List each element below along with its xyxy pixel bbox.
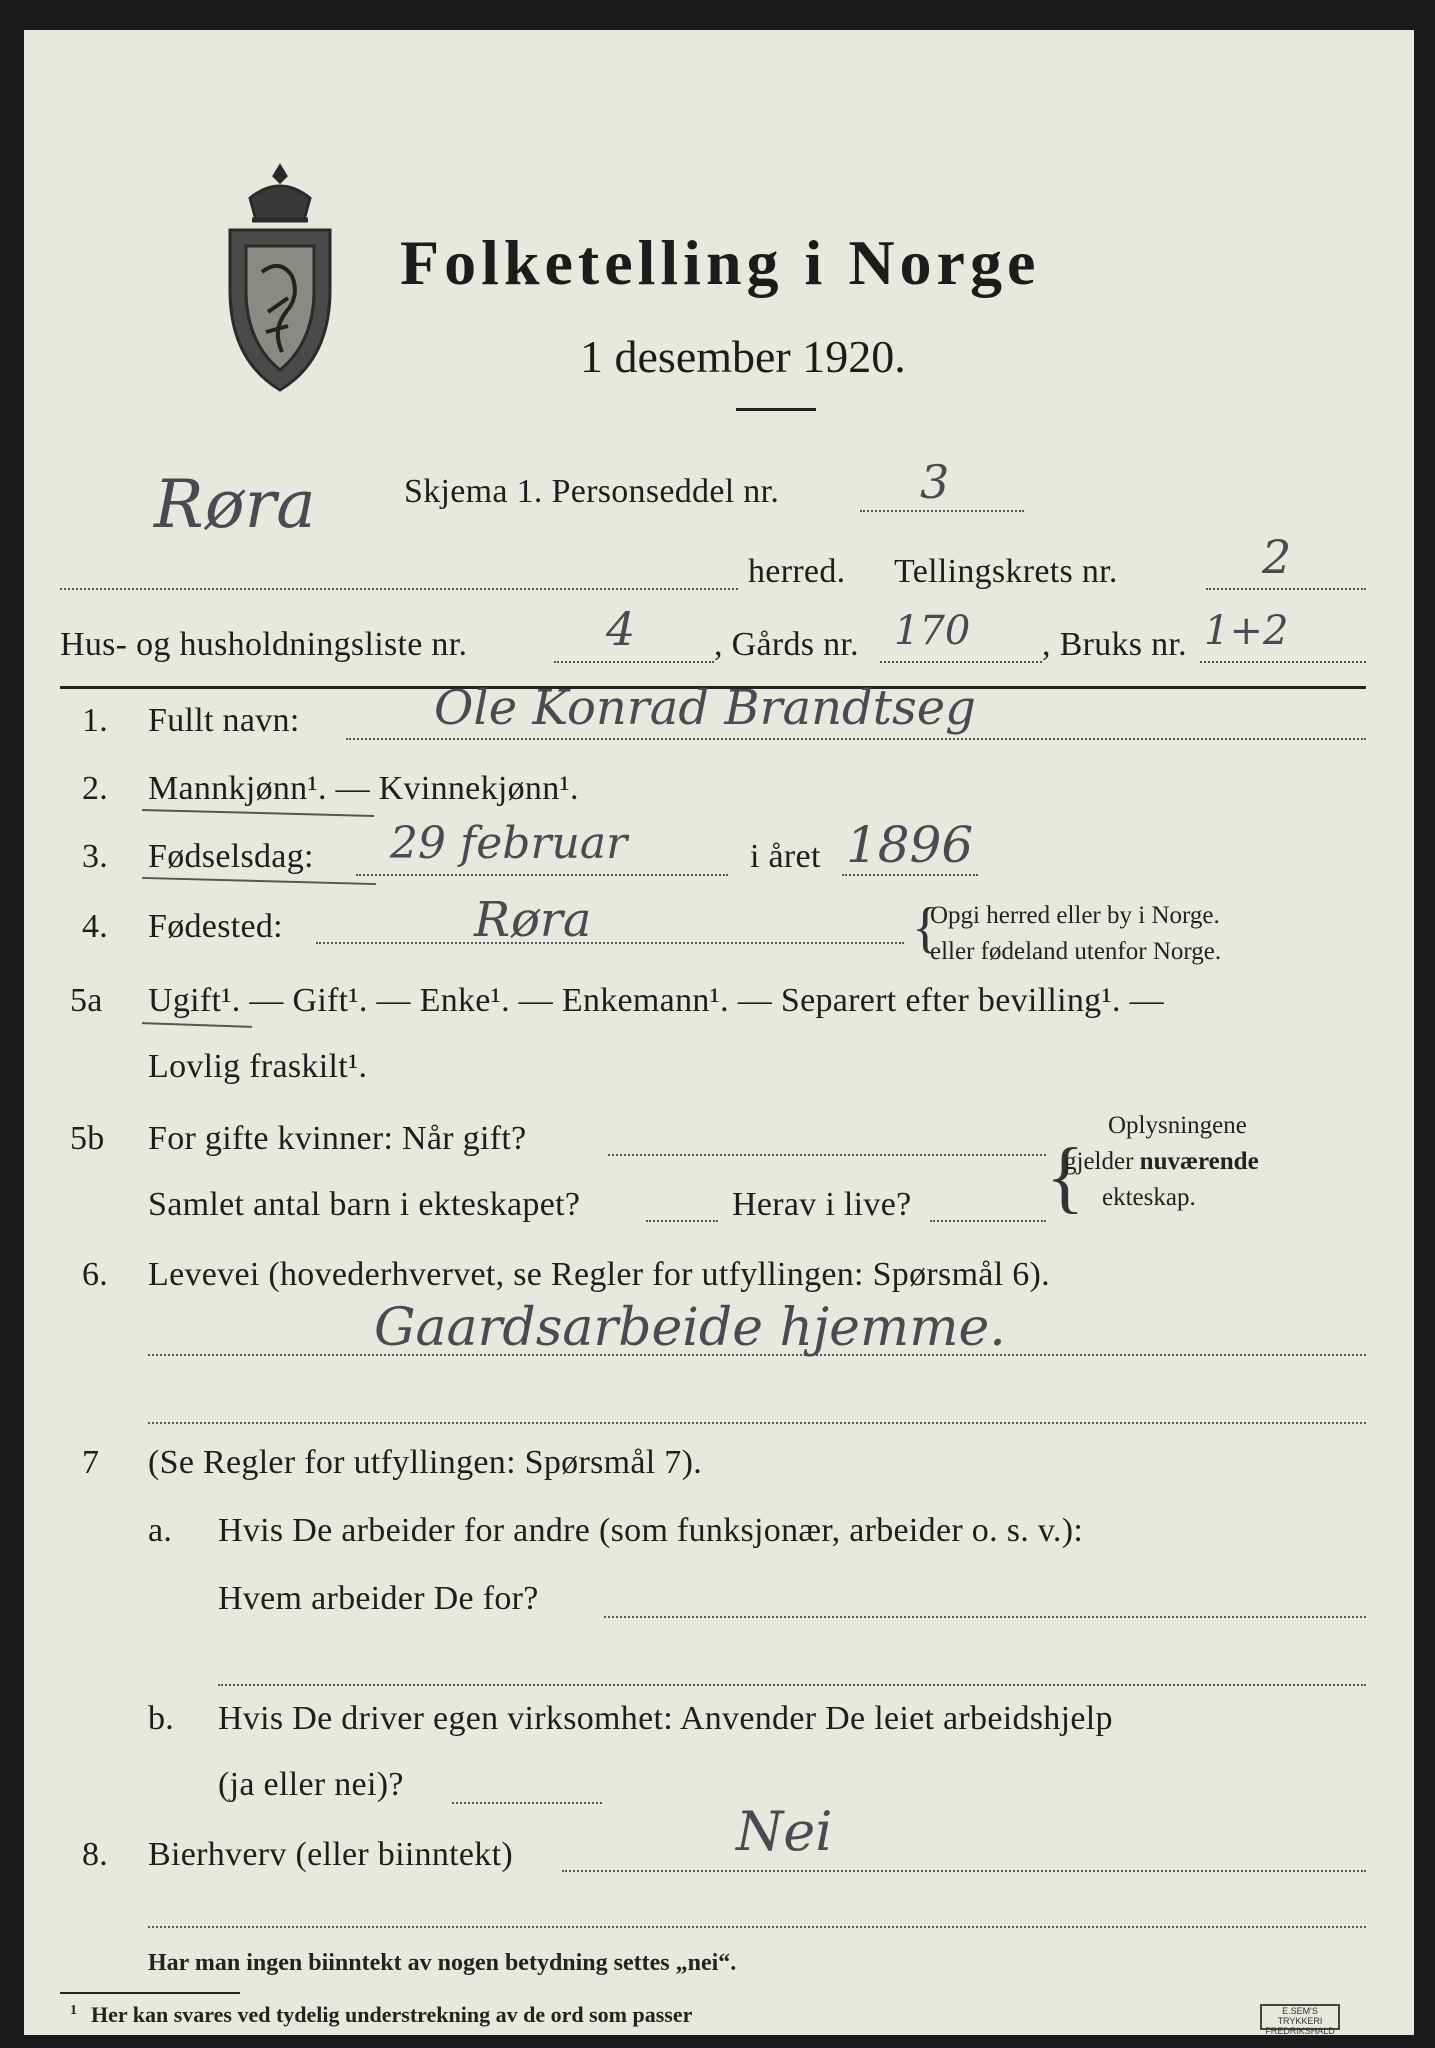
schema-value[interactable]: 3: [920, 455, 950, 509]
q5b-when-married-line: [608, 1154, 1046, 1156]
bruks-value[interactable]: 1+2: [1204, 608, 1289, 654]
q1-line: [346, 738, 1366, 740]
schema-line: [860, 510, 1024, 512]
marital-status-options: [148, 982, 1164, 1020]
tellingskrets-label: Tellingskrets nr.: [894, 553, 1118, 590]
q7b-yesno-line: [452, 1802, 602, 1804]
hus-label: Hus- og husholdningsliste nr.: [60, 626, 468, 663]
schema-label: Skjema 1. Personseddel nr.: [404, 473, 780, 510]
q3-line: [356, 874, 728, 876]
q5b-number: 5b: [70, 1120, 105, 1157]
census-form: [24, 30, 1414, 2035]
q4-note-line1: Opgi herred eller by i Norge.: [930, 902, 1220, 929]
q5b-alive-label: Herav i live?: [732, 1186, 912, 1223]
gards-label: , Gårds nr.: [714, 626, 859, 663]
q4-note-line2: eller fødeland utenfor Norge.: [930, 938, 1222, 965]
herred-line: [60, 588, 738, 590]
bruks-label: , Bruks nr.: [1042, 626, 1187, 663]
q4-number: 4.: [82, 908, 109, 945]
other-marital-options: — Gift¹. — Enke¹. — Enkemann¹. — Separert efter bevilling¹. —: [240, 982, 1164, 1019]
divorced-option: Lovlig fraskilt¹.: [148, 1048, 368, 1085]
q7b-letter: b.: [148, 1700, 175, 1737]
q7a-label: Hvis De arbeider for andre (som funksjonær, arbeider o. s. v.):: [218, 1512, 1084, 1549]
coat-of-arms-icon: [222, 162, 338, 402]
q1-number: 1.: [82, 702, 109, 739]
year-line: [842, 874, 978, 876]
footnote-text: Her kan svares ved tydelig understrekning av de ord som passer: [91, 2002, 693, 2027]
birth-year-value[interactable]: 1896: [846, 816, 974, 874]
q5b-alive-line: [930, 1220, 1046, 1222]
birthday-underline: [142, 877, 376, 885]
q4-line: [316, 942, 904, 944]
q5b-children-line: [646, 1220, 718, 1222]
q7-number: 7: [82, 1444, 100, 1481]
stamp-line2: FREDRIKSHALD: [1265, 2026, 1335, 2035]
q6-number: 6.: [82, 1256, 109, 1293]
occupation-value[interactable]: Gaardsarbeide hjemme.: [374, 1298, 1006, 1358]
q7-label: (Se Regler for utfyllingen: Spørsmål 7).: [148, 1444, 703, 1481]
municipality-value[interactable]: Røra: [154, 466, 316, 543]
year-label: i året: [750, 838, 821, 875]
q5b-note-line3: ekteskap.: [1102, 1184, 1196, 1211]
male-option[interactable]: Mannkjønn¹.: [148, 770, 327, 807]
unmarried-option[interactable]: Ugift¹.: [148, 982, 241, 1019]
q6-line2: [148, 1422, 1366, 1424]
full-name-value[interactable]: Ole Konrad Brandtseg: [434, 680, 976, 736]
q1-label: Fullt navn:: [148, 702, 300, 739]
q4-note-brace: {: [912, 897, 939, 959]
footnote-rule: [60, 1992, 240, 1994]
gender-separator: —: [326, 770, 379, 807]
q5b-children-label: Samlet antal barn i ekteskapet?: [148, 1186, 581, 1223]
male-underline: [142, 809, 374, 817]
q8-extra-line: [148, 1926, 1366, 1928]
bruks-line: [1200, 661, 1366, 663]
q7a-employer-line: [604, 1616, 1366, 1618]
q5b-when-married-label: For gifte kvinner: Når gift?: [148, 1120, 527, 1157]
hus-line: [554, 661, 714, 663]
footnote: [70, 2002, 692, 2028]
female-option[interactable]: Kvinnekjønn¹.: [378, 770, 579, 807]
q8-number: 8.: [82, 1836, 109, 1873]
q5b-note-line1: Oplysningene: [1108, 1112, 1247, 1139]
footer-note: Har man ingen biinntekt av nogen betydning settes „nei“.: [148, 1950, 737, 1976]
stamp-line1: E.SEM'S TRYKKERI: [1277, 2006, 1323, 2026]
q3-label: Fødselsdag:: [148, 838, 314, 875]
title-divider: [736, 408, 816, 411]
printer-stamp: [1260, 2004, 1340, 2035]
q5b-note-line2: [1064, 1148, 1259, 1176]
q3-number: 3.: [82, 838, 109, 875]
gender-options: [148, 770, 579, 808]
unmarried-underline: [142, 1022, 252, 1028]
q7a-letter: a.: [148, 1512, 173, 1549]
footnote-number: 1: [70, 2002, 77, 2018]
herred-label: herred.: [748, 553, 846, 590]
q5a-number: 5a: [70, 982, 103, 1019]
tellingskrets-value[interactable]: 2: [1262, 530, 1292, 584]
q4-label: Fødested:: [148, 908, 283, 945]
form-title: Folketelling i Norge: [400, 227, 1041, 298]
q7a-extra-line: [218, 1684, 1366, 1686]
hus-value[interactable]: 4: [606, 602, 636, 656]
q6-label: Levevei (hovederhvervet, se Regler for utfyllingen: Spørsmål 6).: [148, 1256, 1050, 1293]
q7b-yesno-label: (ja eller nei)?: [218, 1766, 404, 1803]
side-income-value[interactable]: Nei: [736, 1800, 833, 1863]
q5b-note-current: nuværende: [1139, 1148, 1259, 1175]
gards-line: [880, 661, 1042, 663]
birthday-value[interactable]: 29 februar: [390, 818, 628, 869]
q7b-label: Hvis De driver egen virksomhet: Anvender De leiet arbeidshjelp: [218, 1700, 1113, 1737]
tellingskrets-line: [1206, 588, 1366, 590]
census-date: 1 desember 1920.: [580, 331, 906, 382]
q5b-note-brace: {: [1046, 1133, 1085, 1221]
gards-value[interactable]: 170: [894, 608, 971, 654]
q8-line: [562, 1870, 1366, 1872]
q8-label: Bierhverv (eller biinntekt): [148, 1836, 513, 1873]
q7a-employer-label: Hvem arbeider De for?: [218, 1580, 539, 1617]
birthplace-value[interactable]: Røra: [474, 892, 592, 948]
q2-number: 2.: [82, 770, 109, 807]
q5b-note-gjelder: gjelder: [1064, 1148, 1140, 1175]
